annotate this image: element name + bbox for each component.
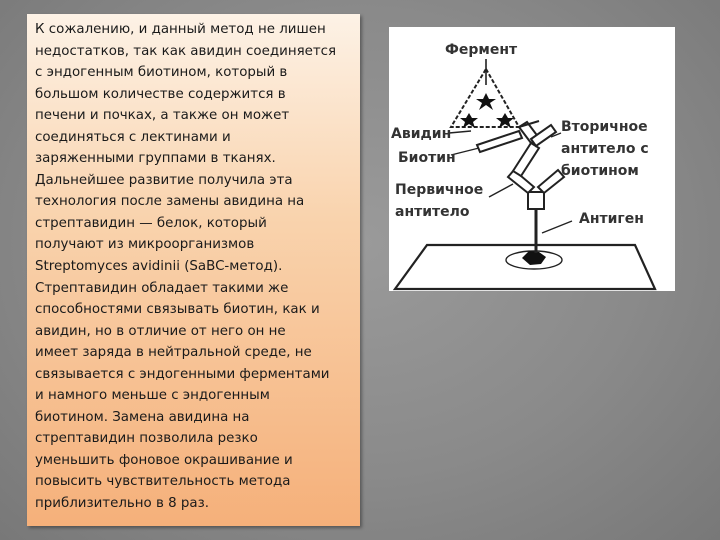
text-line: способностями связывать биотин, как и xyxy=(35,302,320,318)
text-line: имеет заряда в нейтральной среде, не xyxy=(35,345,312,361)
antigen-pointer xyxy=(542,221,572,233)
text-line: стрептавидин позволила резко xyxy=(35,431,258,447)
immunostaining-diagram xyxy=(389,27,675,291)
primary-antibody xyxy=(508,170,564,209)
text-line: Дальнейшее развитие получила эта xyxy=(35,172,293,188)
label-avidin: Авидин xyxy=(391,126,452,142)
text-line: связывается с эндогенными ферментами xyxy=(35,366,330,382)
label-secondary-3: биотином xyxy=(561,163,639,179)
text-line: недостатков, так как авидин соединяется xyxy=(35,43,337,59)
text-line: с эндогенным биотином, который в xyxy=(35,65,288,81)
text-line: повысить чувствительность метода xyxy=(35,474,291,490)
label-enzyme: Фермент xyxy=(445,42,518,58)
avidin-pointer xyxy=(449,131,471,133)
enzyme-avidin-complex xyxy=(451,59,519,127)
text-line: Стрептавидин обладает такими же xyxy=(35,280,289,296)
text-line: авидин, но в отличие от него он не xyxy=(35,323,286,339)
text-line: уменьшить фоновое окрашивание и xyxy=(35,452,293,468)
label-antigen: Антиген xyxy=(579,211,644,227)
text-line: и намного меньше с эндогенным xyxy=(35,388,270,404)
text-line: заряженными группами в тканях. xyxy=(35,151,276,167)
text-line: получают из микроорганизмов xyxy=(35,237,255,253)
label-biotin: Биотин xyxy=(398,150,456,166)
label-secondary-1: Вторичное xyxy=(561,119,648,135)
diagram-svg xyxy=(389,27,675,291)
text-line: печени и почках, а также он может xyxy=(35,108,290,124)
label-secondary-2: антитело с xyxy=(561,141,649,157)
primary-pointer xyxy=(489,184,513,197)
label-primary-2: антитело xyxy=(395,204,470,220)
text-panel xyxy=(27,14,360,526)
text-line: большом количестве содержится в xyxy=(35,86,286,102)
label-primary-1: Первичное xyxy=(395,182,484,198)
text-line: приблизительно в 8 раз. xyxy=(35,496,209,512)
text-line: К сожалению, и данный метод не лишен xyxy=(35,22,326,37)
text-line: стрептавидин — белок, который xyxy=(35,215,267,231)
text-line: технология после замены авидина на xyxy=(35,194,305,210)
text-line: биотином. Замена авидина на xyxy=(35,409,250,425)
text-line: соединяться с лектинами и xyxy=(35,129,231,145)
text-line: Streptomyces avidinii (SaBC-метод). xyxy=(35,259,283,275)
